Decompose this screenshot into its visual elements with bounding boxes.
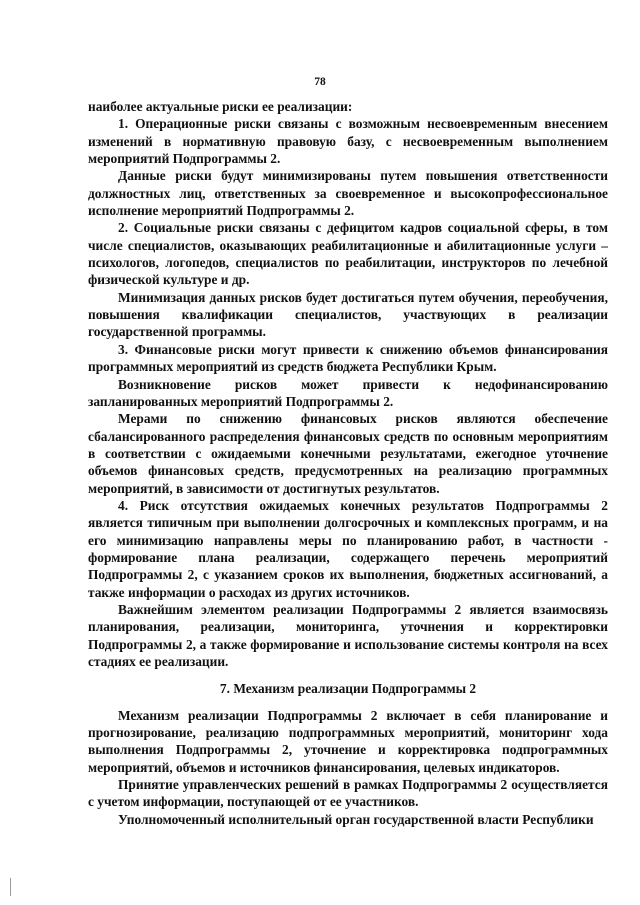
paragraph: наиболее актуальные риски ее реализации: xyxy=(88,99,353,114)
paragraph: 4. Риск отсутствия ожидаемых конечных результатов Подпрограммы 2 является типичным при выполнении долгосрочных и комплексных программ, и на его минимизацию направлены меры по планированию работ, в частности - формирование плана реализации, содержащего перечень мероприятий Подпрограммы 2, с указанием сроков их выполнения, бюджетных ассигнований, а также информации о расходах из других источников. xyxy=(88,497,608,600)
paragraphs-after-heading xyxy=(88,707,608,828)
paragraph: Данные риски будут минимизированы путем повышения ответственности должностных лиц, ответственных за своевременное и высокопрофессиональное исполнение мероприятий Подпрограммы 2. xyxy=(88,168,608,219)
paragraph: Принятие управленческих решений в рамках Подпрограммы 2 осуществляется с учетом информации, поступающей от ее участников. xyxy=(88,777,608,810)
paragraph: 3. Финансовые риски могут привести к снижению объемов финансирования программных мероприятий из средств бюджета Республики Крым. xyxy=(88,341,608,375)
paragraph: 2. Социальные риски связаны с дефицитом кадров социальной сферы, в том числе специалистов, оказывающих реабилитационные и абилитационные услуги – психологов, логопедов, специалистов по реабилитации, инструкторов по лечебной физической культуре и др. xyxy=(88,220,608,288)
paragraphs-before-heading xyxy=(88,98,608,670)
paragraph: Возникновение рисков может привести к недофинансированию запланированных мероприятий Подпрограммы 2. xyxy=(88,376,608,409)
paragraph: Механизм реализации Подпрограммы 2 включает в себя планирование и прогнозирование, реализацию подпрограммных мероприятий, мониторинг хода выполнения Подпрограммы 2, уточнение и корректировка подпрограммных мероприятий, объемов и источников финансирования, целевых индикаторов. xyxy=(88,707,608,775)
page-number: 78 xyxy=(314,76,326,88)
document-body xyxy=(88,98,608,828)
paragraph: Важнейшим элементом реализации Подпрограммы 2 является взаимосвязь планирования, реализации, мониторинга, уточнения и корректировки Подпрограммы 2, а также формирование и использование системы контроля на всех стадиях ее реализации. xyxy=(88,601,608,669)
paragraph: Мерами по снижению финансовых рисков являются обеспечение сбалансированного распределения финансовых средств по основным мероприятиям в соответствии с ожидаемыми конечными результатами, ежегодное уточнение объемов финансовых средств, предусмотренных на реализацию программных мероприятий, в зависимости от достигнутых результатов. xyxy=(88,411,608,496)
section-heading: 7. Механизм реализации Подпрограммы 2 xyxy=(219,681,477,697)
paragraph: Уполномоченный исполнительный орган государственной власти Республики xyxy=(118,811,594,827)
paragraph: 1. Операционные риски связаны с возможным несвоевременным внесением изменений в нормативную правовую базу, с несвоевременным выполнением мероприятий Подпрограммы 2. xyxy=(88,116,608,167)
paragraph: Минимизация данных рисков будет достигаться путем обучения, переобучения, повышения квалификации специалистов, участвующих в реализации государственной программы. xyxy=(88,289,608,340)
margin-mark xyxy=(10,878,11,896)
